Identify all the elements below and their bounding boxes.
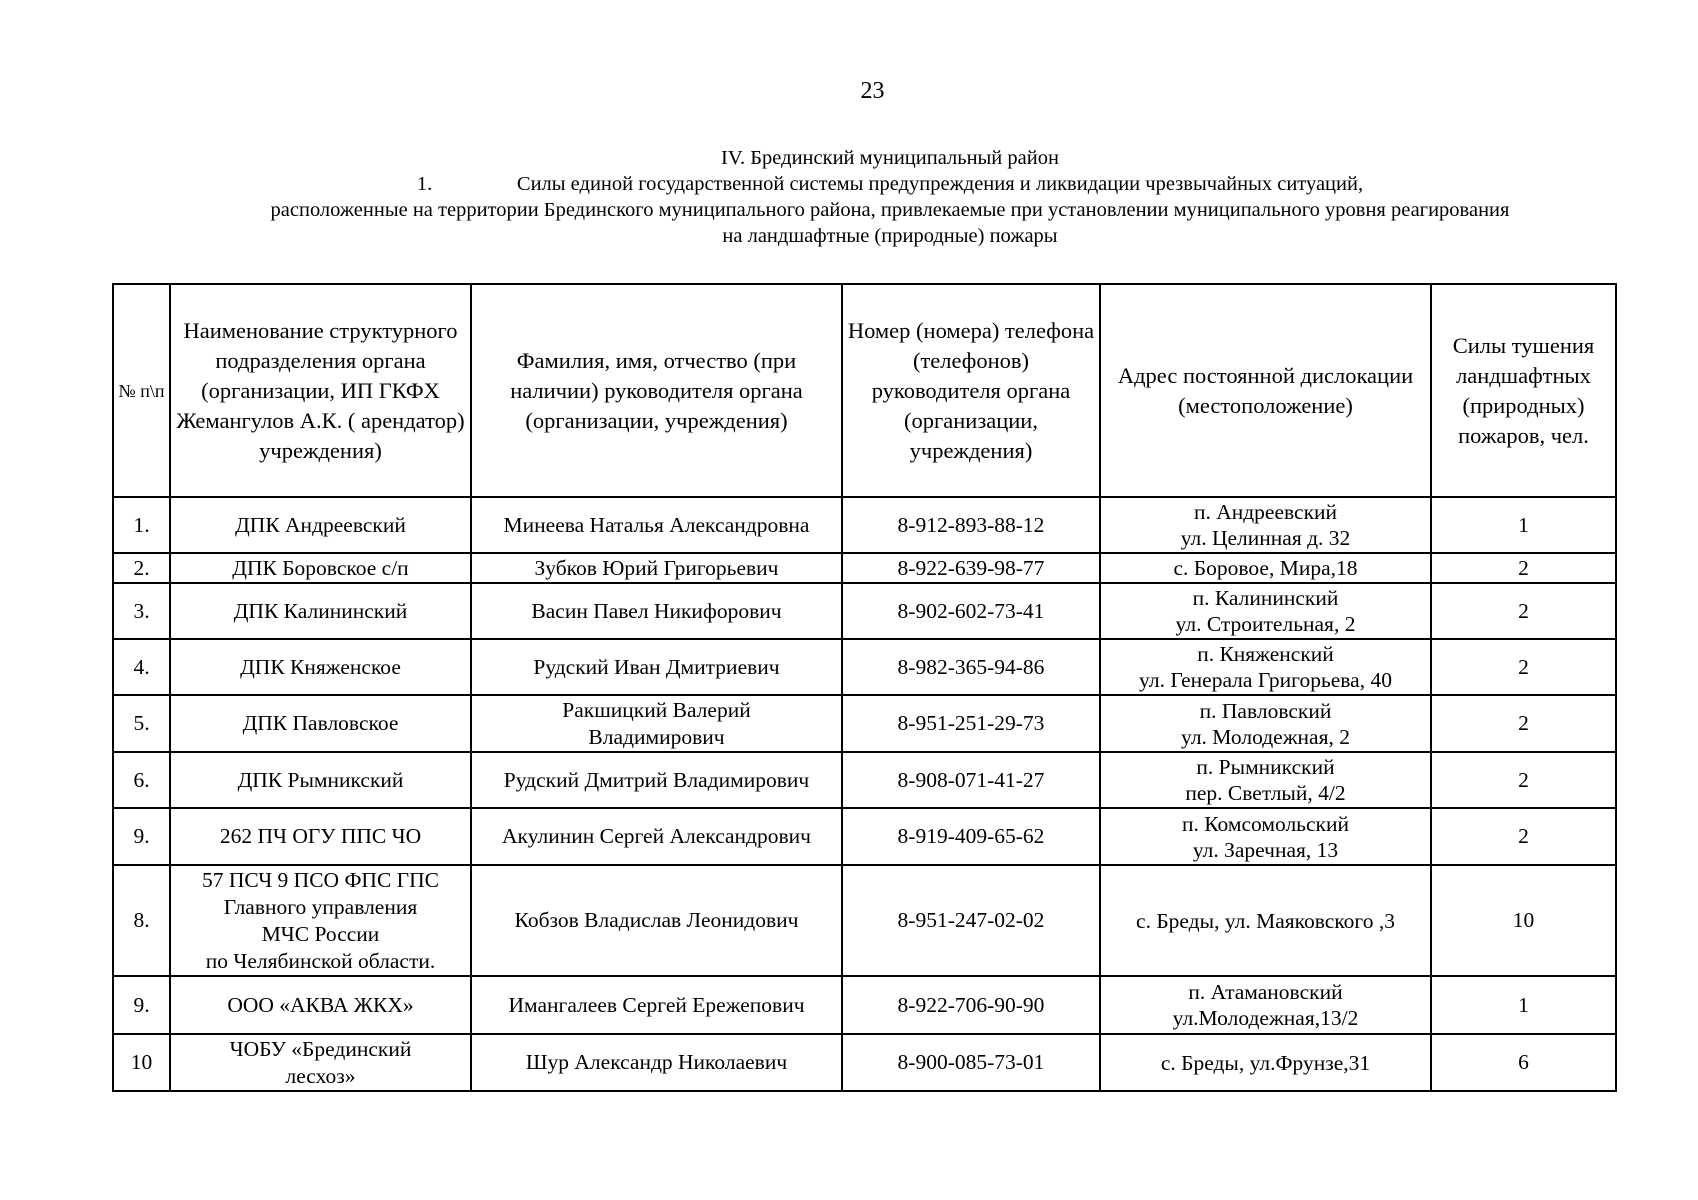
heading-line-1 <box>150 171 1630 197</box>
cell-head: Имангалеев Сергей Ережепович <box>471 976 842 1034</box>
cell-unit: ДПК Княженское <box>170 639 471 695</box>
cell-phone: 8-951-247-02-02 <box>842 865 1100 976</box>
cell-address: п. Андреевский ул. Целинная д. 32 <box>1100 497 1431 553</box>
header-head-name: Фамилия, имя, отчество (при наличии) руководителя органа (организации, учреждения) <box>471 284 842 497</box>
table-row <box>113 639 1616 695</box>
cell-phone: 8-982-365-94-86 <box>842 639 1100 695</box>
table-row <box>113 865 1616 976</box>
cell-address: с. Бреды, ул. Маяковского ,3 <box>1100 865 1431 976</box>
cell-phone: 8-900-085-73-01 <box>842 1034 1100 1091</box>
cell-phone: 8-922-639-98-77 <box>842 553 1100 583</box>
table-row <box>113 497 1616 553</box>
cell-forces: 2 <box>1431 752 1616 808</box>
cell-forces: 1 <box>1431 976 1616 1034</box>
cell-phone: 8-919-409-65-62 <box>842 808 1100 865</box>
forces-table <box>112 283 1617 1092</box>
heading-line-2: расположенные на территории Брединского муниципального района, привлекаемые при установлении муниципального уровня реагирования <box>270 199 1510 221</box>
table-row <box>113 976 1616 1034</box>
cell-phone: 8-951-251-29-73 <box>842 695 1100 752</box>
header-forces: Силы тушения ландшафтных (природных) пожаров, чел. <box>1431 284 1616 497</box>
cell-unit: 262 ПЧ ОГУ ППС ЧО <box>170 808 471 865</box>
cell-address: п. Калининский ул. Строительная, 2 <box>1100 583 1431 639</box>
cell-address: п. Княженский ул. Генерала Григорьева, 40 <box>1100 639 1431 695</box>
cell-number: 2. <box>113 553 170 583</box>
cell-forces: 10 <box>1431 865 1616 976</box>
cell-unit: ДПК Рымникский <box>170 752 471 808</box>
cell-phone: 8-902-602-73-41 <box>842 583 1100 639</box>
cell-head: Рудский Дмитрий Владимирович <box>471 752 842 808</box>
cell-unit: ЧОБУ «Брединский лесхоз» <box>170 1034 471 1091</box>
table-row <box>113 808 1616 865</box>
cell-forces: 2 <box>1431 639 1616 695</box>
cell-unit: 57 ПСЧ 9 ПСО ФПС ГПС Главного управления МЧС России по Челябинской области. <box>170 865 471 976</box>
cell-address: п. Рымникский пер. Светлый, 4/2 <box>1100 752 1431 808</box>
cell-address: п. Атамановский ул.Молодежная,13/2 <box>1100 976 1431 1034</box>
table-header-row <box>113 284 1616 497</box>
cell-number: 9. <box>113 976 170 1034</box>
cell-unit: ДПК Павловское <box>170 695 471 752</box>
cell-phone: 8-912-893-88-12 <box>842 497 1100 553</box>
cell-number: 1. <box>113 497 170 553</box>
cell-head: Акулинин Сергей Александрович <box>471 808 842 865</box>
table-row <box>113 695 1616 752</box>
heading-line-1-text: Силы единой государственной системы предупреждения и ликвидации чрезвычайных ситуаций, <box>516 173 1364 195</box>
header-address: Адрес постоянной дислокации (местоположение) <box>1100 284 1431 497</box>
table-row <box>113 1034 1616 1091</box>
table-row <box>113 553 1616 583</box>
cell-forces: 2 <box>1431 808 1616 865</box>
cell-forces: 2 <box>1431 583 1616 639</box>
section-title: IV. Брединский муниципальный район <box>721 147 1059 169</box>
cell-number: 3. <box>113 583 170 639</box>
cell-head: Рудский Иван Дмитриевич <box>471 639 842 695</box>
cell-forces: 1 <box>1431 497 1616 553</box>
heading-line-3: на ландшафтные (природные) пожары <box>722 225 1058 247</box>
cell-number: 10 <box>113 1034 170 1091</box>
cell-phone: 8-908-071-41-27 <box>842 752 1100 808</box>
table-row <box>113 752 1616 808</box>
item-number: 1. <box>416 173 433 195</box>
cell-address: с. Бреды, ул.Фрунзе,31 <box>1100 1034 1431 1091</box>
header-phone: Номер (номера) телефона (телефонов) руководителя органа (организации, учреждения) <box>842 284 1100 497</box>
cell-number: 6. <box>113 752 170 808</box>
header-number: № п\п <box>113 284 170 497</box>
document-heading <box>150 145 1630 249</box>
table-row <box>113 583 1616 639</box>
header-unit-name: Наименование структурного подразделения органа (организации, ИП ГКФХ Жемангулов А.К. ( арендатор) учреждения) <box>170 284 471 497</box>
cell-head: Васин Павел Никифорович <box>471 583 842 639</box>
cell-forces: 2 <box>1431 695 1616 752</box>
cell-head: Зубков Юрий Григорьевич <box>471 553 842 583</box>
cell-forces: 6 <box>1431 1034 1616 1091</box>
page-number: 23 <box>860 78 885 104</box>
cell-number: 9. <box>113 808 170 865</box>
cell-number: 8. <box>113 865 170 976</box>
cell-head: Шур Александр Николаевич <box>471 1034 842 1091</box>
cell-address: п. Комсомольский ул. Заречная, 13 <box>1100 808 1431 865</box>
cell-head: Кобзов Владислав Леонидович <box>471 865 842 976</box>
cell-address: с. Боровое, Мира,18 <box>1100 553 1431 583</box>
cell-number: 4. <box>113 639 170 695</box>
cell-head: Ракшицкий Валерий Владимирович <box>471 695 842 752</box>
cell-address: п. Павловский ул. Молодежная, 2 <box>1100 695 1431 752</box>
cell-forces: 2 <box>1431 553 1616 583</box>
cell-head: Минеева Наталья Александровна <box>471 497 842 553</box>
cell-unit: ООО «АКВА ЖКХ» <box>170 976 471 1034</box>
cell-unit: ДПК Боровское с/п <box>170 553 471 583</box>
cell-number: 5. <box>113 695 170 752</box>
cell-unit: ДПК Андреевский <box>170 497 471 553</box>
cell-phone: 8-922-706-90-90 <box>842 976 1100 1034</box>
cell-unit: ДПК Калининский <box>170 583 471 639</box>
